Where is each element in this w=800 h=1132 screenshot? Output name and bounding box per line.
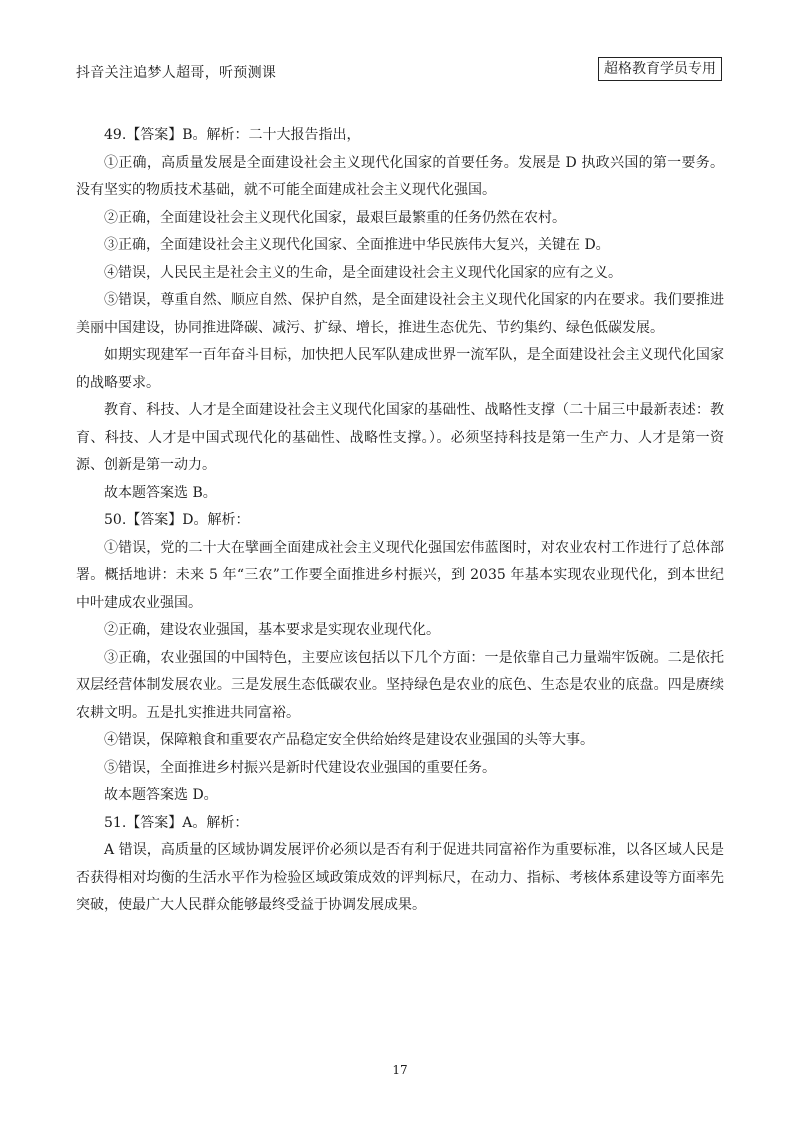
paragraph: 教育、科技、人才是全面建设社会主义现代化国家的基础性、战略性支撑（二十届三中最新表述：教育、科技、人才是中国式现代化的基础性、战略性支撑。）。必须坚持科技是第一生产力、人才是第一资源、创新是第一动力。 <box>76 402 724 473</box>
answer-conclusion: 故本题答案选 B。 <box>104 484 217 501</box>
paragraph: ⑤错误，尊重自然、顺应自然、保护自然，是全面建设社会主义现代化国家的内在要求。我们要推进美丽中国建设，协同推进降碳、减污、扩绿、增长，推进生态优先、节约集约、绿色低碳发展。 <box>76 292 724 336</box>
answer-50-heading: 50.【答案】D。解析： <box>104 512 250 528</box>
answer-conclusion: 故本题答案选 D。 <box>104 787 218 803</box>
paragraph: ②正确，建设农业强国，基本要求是实现农业现代化。 <box>104 622 440 638</box>
paragraph: ④错误，人民民主是社会主义的生命，是全面建设社会主义现代化国家的应有之义。 <box>104 264 622 281</box>
answer-51-heading: 51.【答案】A。解析： <box>104 814 249 831</box>
paragraph: ⑤错误，全面推进乡村振兴是新时代建设农业强国的重要任务。 <box>104 759 496 776</box>
paragraph: 如期实现建军一百年奋斗目标，加快把人民军队建成世界一流军队，是全面建设社会主义现代化国家的战略要求。 <box>76 347 724 391</box>
paragraph: ①错误，党的二十大在擘画全面建成社会主义现代化强国宏伟蓝图时，对农业农村工作进行了总体部署。概括地讲：未来 5 年“三农”工作要全面推进乡村振兴，到 2035 年基本实现农业现代化，到本世纪中叶建成农业强国。 <box>76 539 724 611</box>
paragraph: ②正确，全面建设社会主义现代化国家，最艰巨最繁重的任务仍然在农村。 <box>104 209 566 226</box>
header-badge: 超格教育学员专用 <box>598 57 722 81</box>
document-body <box>76 122 724 920</box>
answer-49-heading: 49.【答案】B。解析：二十大报告指出， <box>104 127 361 143</box>
paragraph: ③正确，全面建设社会主义现代化国家、全面推进中华民族伟大复兴，关键在 D。 <box>104 237 610 253</box>
paragraph: A 错误，高质量的区域协调发展评价必须以是否有利于促进共同富裕作为重要标准，以各区域人民是否获得相对均衡的生活水平作为检验区域政策成效的评判标尺，在动力、指标、考核体系建设等方面率先突破，使最广大人民群众能够最终受益于协调发展成果。 <box>76 842 724 913</box>
page-number: 17 <box>392 1063 408 1077</box>
header-promo-text: 抖音关注追梦人超哥，听预测课 <box>76 65 277 81</box>
paragraph: ③正确，农业强国的中国特色，主要应该包括以下几个方面：一是依靠自己力量端牢饭碗。二是依托双层经营体制发展农业。三是发展生态低碳农业。坚持绿色是农业的底色、生态是农业的底盘。四是赓续农耕文明。五是扎实推进共同富裕。 <box>76 649 724 721</box>
paragraph: ①正确，高质量发展是全面建设社会主义现代化国家的首要任务。发展是 D 执政兴国的第一要务。没有坚实的物质技术基础，就不可能全面建成社会主义现代化强国。 <box>76 154 724 198</box>
paragraph: ④错误，保障粮食和重要农产品稳定安全供给始终是建设农业强国的头等大事。 <box>104 732 594 748</box>
